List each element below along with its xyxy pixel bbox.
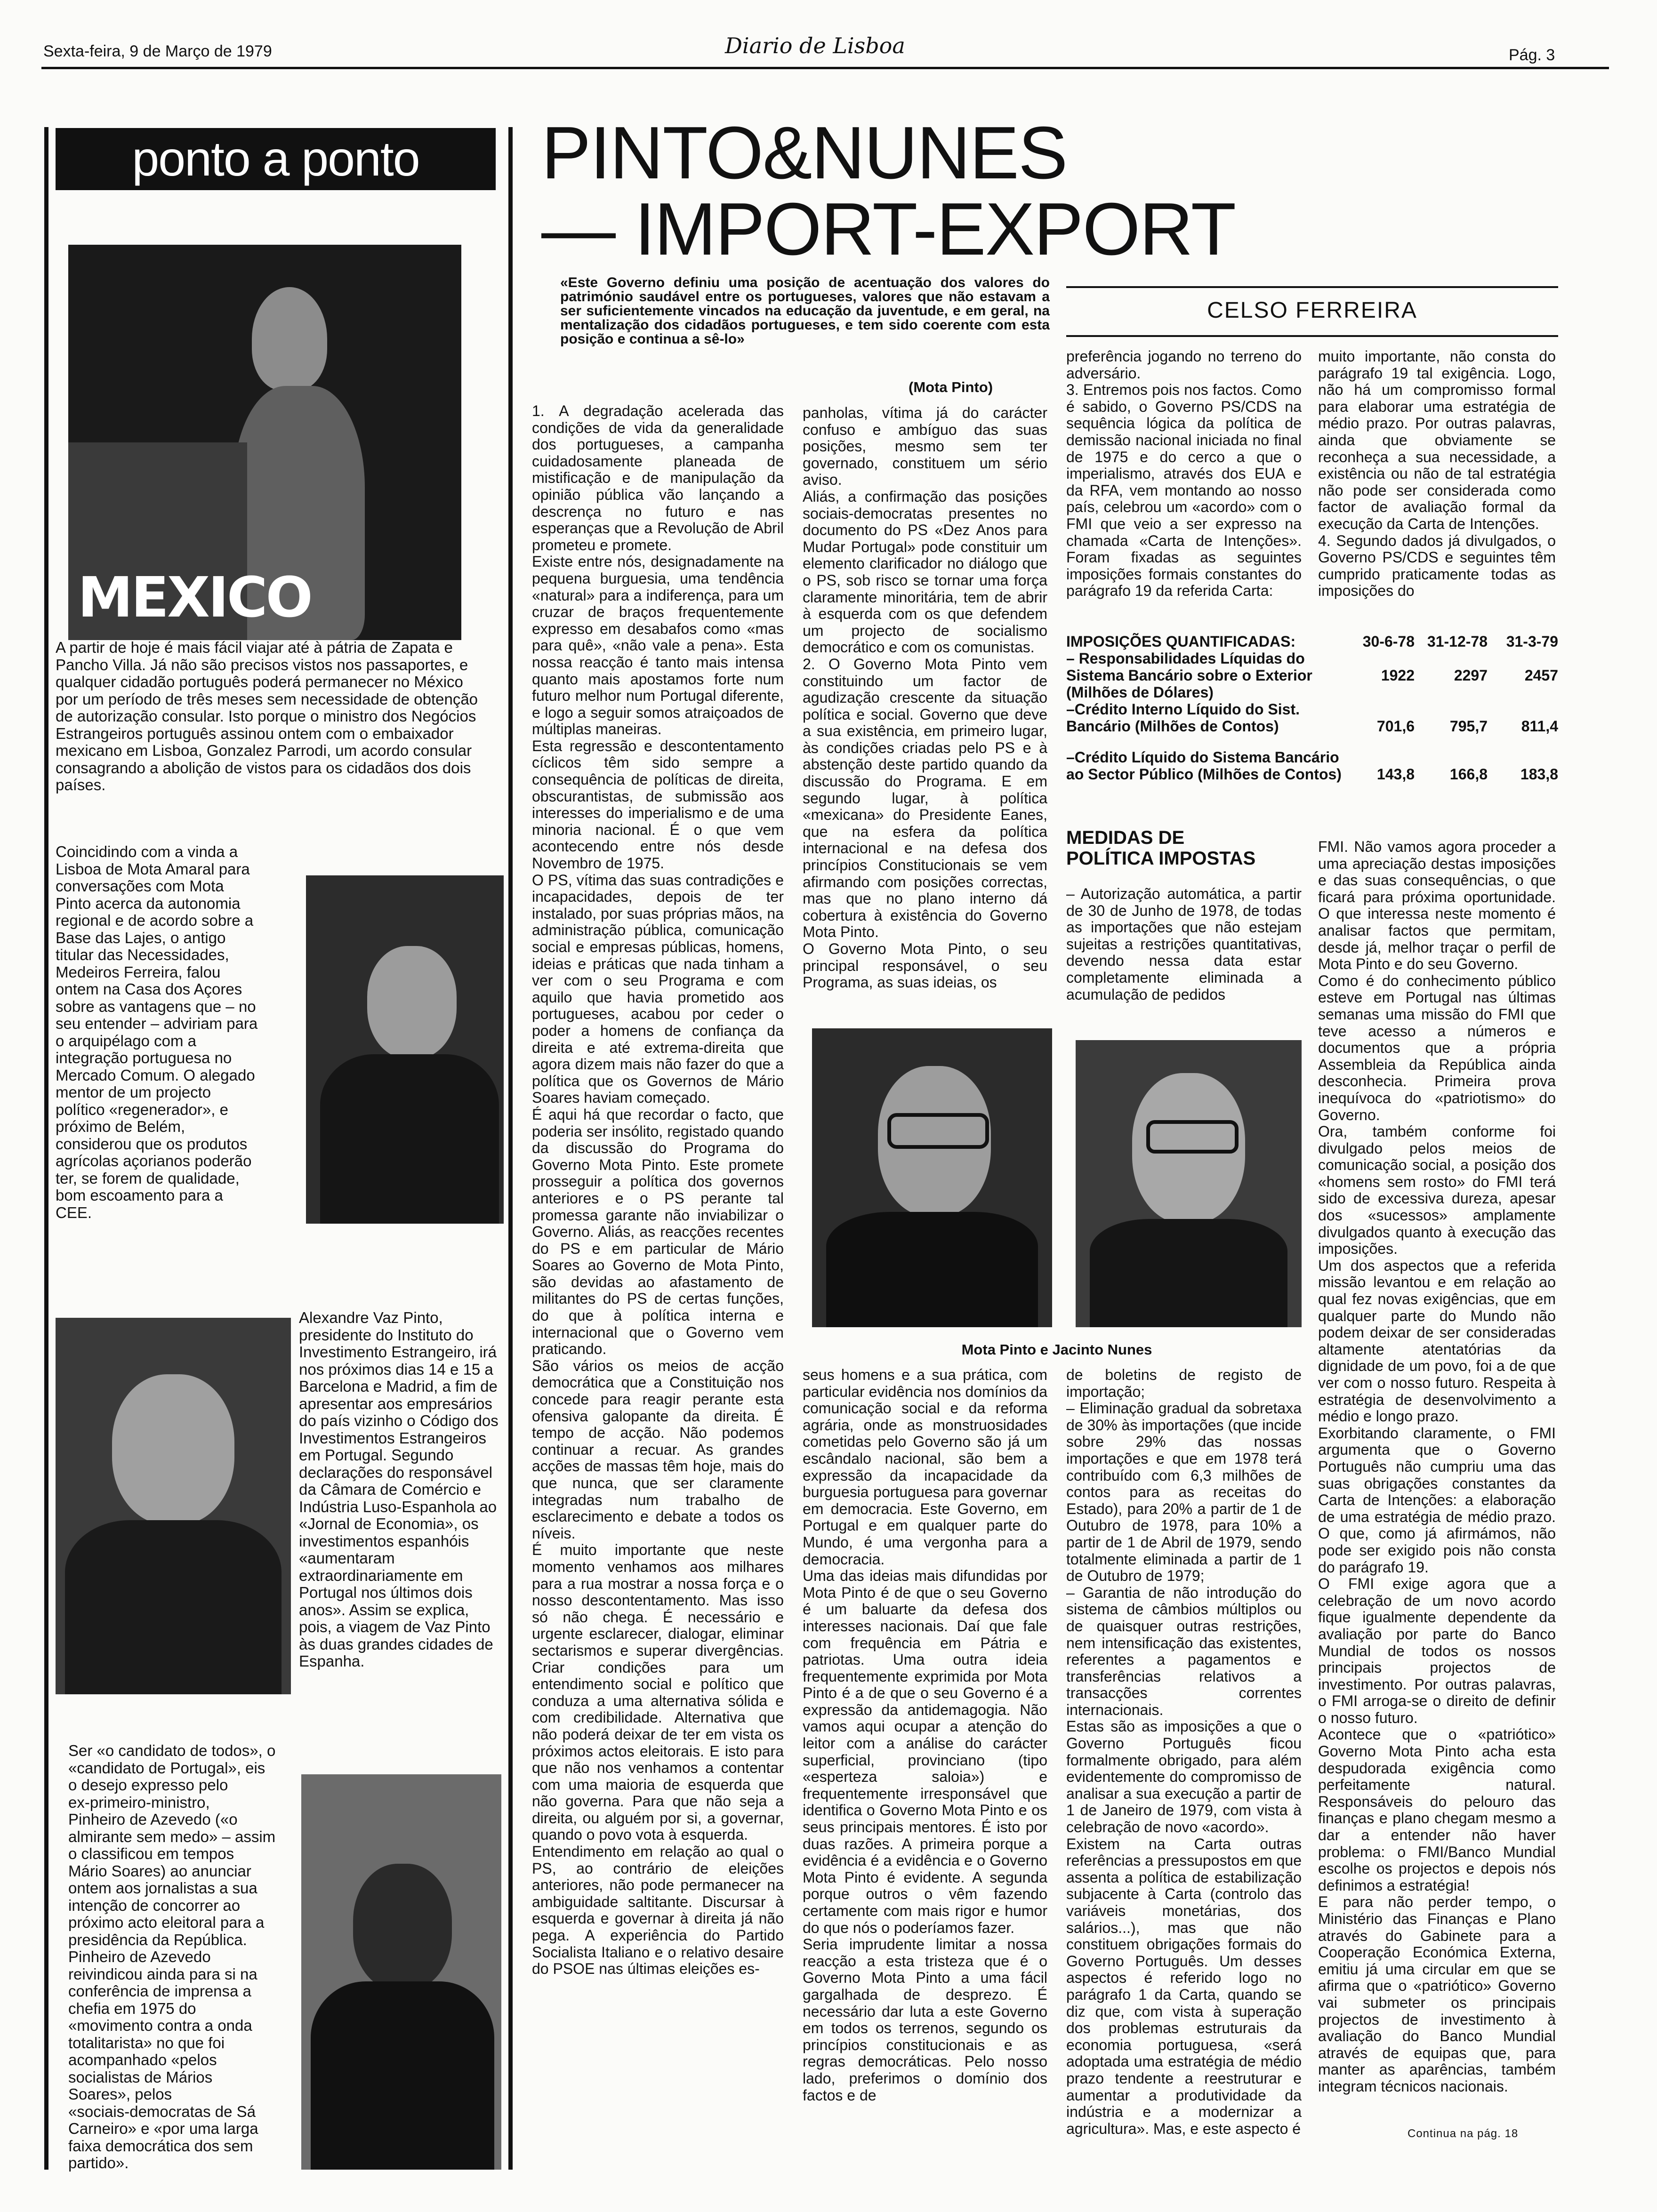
masthead: Diario de Lisboa — [725, 33, 905, 58]
mota-pinto-photo — [812, 1028, 1052, 1327]
section-banner — [56, 128, 496, 190]
article-column-3-bottom: de boletins de registo de importação; – Eliminação gradual da sobretaxa de 30% às importações (que incide sobre 29% das nossas importações e que em 1978 terá contribuído com 6,3 milhões de contos para as receitas do Estado), para 20% a partir de 1 de Outubro de 1978, para 10% a partir de 1 de Abril de 1979, sendo totalmente eliminada a partir de 1 de Outubro de 1979; – Garantia de não introdução do sistema de câmbios múltiplos ou de quaisquer outras restrições, nem intensificação das existentes, referentes a pagamentos e transferências relativos a transacções correntes internacionais. Estas são as imposições a que o Governo Português ficou formalmente obrigado, para além evidentemente do compromisso de analisar a sua execução a partir de 1 de Janeiro de 1979, com vista à celebração de novo «acordo». Existem na Carta outras referências a pressupostos em que assenta a política de estabilização subjacente à Carta (controlo das variáveis monetárias, dos salários...), mas que não constituem obrigações formais do Governo Português. Um desses aspectos é referido logo no parágrafo 1 da Carta, quando se diz que, com vista à superação dos problemas estruturais da economia portuguesa, «será adoptada uma estratégia de médio prazo tendente a reestruturar e aumentar a produtividade da indústria e a modernizar a agricultura». Mas, e este aspecto é — [1066, 1367, 1302, 2137]
article-column-3-mid: – Autorização automática, a partir de 30 de Junho de 1978, de todas as importações que não estejam sujeitas a restrições quantitativas, devendo nessa data estar completamente eliminada a acumulação de pedidos — [1066, 886, 1302, 1003]
table-row — [1066, 735, 1558, 783]
issue-date: Sexta-feira, 9 de Março de 1979 — [43, 42, 272, 60]
table-header-label: IMPOSIÇÕES QUANTIFICADAS: — [1066, 633, 1296, 650]
byline-rule-top — [1066, 286, 1558, 288]
photo-caption: Mota Pinto e Jacinto Nunes — [961, 1341, 1152, 1358]
article-column-2-bottom: seus homens e a sua prática, com particular evidência nos domínios da comunicação social e da reforma agrária, onde as monstruosidades cometidas pelo Governo são já um escândalo nacional, são bem a expressão da incapacidade da burguesia portuguesa para governar em democracia. Este Governo, em Portugal e em qualquer parte do Mundo, é uma vergonha para a democracia. Uma das ideias mais difundidas por Mota Pinto é de que o seu Governo é um baluarte da defesa dos interesses nacionais. Daí que fale com frequência em Pátria e patriotas. Uma outra ideia frequentemente exprimida por Mota Pinto é a de que o seu Governo é a expressão da antidemagogia. Não vamos aqui ocupar a atenção do leitor com a análise do carácter superficial, provinciano (tipo «esperteza saloia») e frequentemente irresponsável que identifica o Governo Mota Pinto e os seus principais mentores. É isto por duas razões. A primeira porque a evidência é a evidência e o Governo Mota Pinto é evidente. A segunda porque outros o vêm fazendo certamente com mais rigor e humor do que nós o poderíamos fazer. Seria imprudente limitar a nossa reacção a esta tristeza que é o Governo Mota Pinto a uma fácil gargalhada de desprezo. É necessário dar luta a este Governo em todos os terrenos, segundo os princípios constitucionais e as regras democráticas. Pelo nosso lado, preferimos o domínio dos factos e de — [803, 1367, 1047, 2104]
glasses-icon — [1146, 1120, 1239, 1154]
portrait-face — [112, 1374, 234, 1525]
continued-note: Continua na pág. 18 — [1408, 2127, 1519, 2140]
byline: CELSO FERREIRA — [1207, 298, 1417, 323]
article-column-4-top: muito importante, não consta do parágrafo 19 tal exigência. Logo, não há um compromisso formal para elaborar uma estratégia de médio prazo. Por outras palavras, ainda que obviamente se reconheça a sua necessidade, a existência ou não de tal estratégia não pode ser considerada como factor de avaliação formal da execução da Carta de Intenções. 4. Segundo dados já divulgados, o Governo PS/CDS e seguintes têm cumprido praticamente todas as imposições do — [1318, 348, 1556, 600]
table-row-label: –Crédito Líquido do Sistema Bancário ao Sector Público (Milhões de Contos) — [1066, 749, 1342, 783]
article-column-2-top: panholas, vítima já do carácter confuso e ambíguo das suas posições, mesmo sem ter governado, constituem um sério aviso. Aliás, a confirmação das posições sociais-democratas presentes no documento do PS «Dez Anos para Mudar Portugal» pode constituir um elemento clarificador no diálogo que o PS, sob risco se tornar uma força claramente minoritária, tem de abrir à esquerda com os que defendem um projecto de socialismo democrático e com os comunistas. 2. O Governo Mota Pinto vem constituindo um factor de agudização crescente da situação política e social. Governo que deve a sua existência, em primeiro lugar, às condições criadas pelo PS e à abstenção deste partido quando da discussão do Programa. E em segundo lugar, à política «mexicana» do Presidente Eanes, que na esfera da política internacional e na defesa dos princípios Constitucionais se vem afirmando com posições correctas, mas que no plano interno dá cobertura à existência do Governo Mota Pinto. O Governo Mota Pinto, o seu principal responsável, o seu Programa, as suas ideias, os — [803, 405, 1047, 991]
jacinto-nunes-photo — [1076, 1040, 1302, 1327]
table-header-date: 31-12-78 — [1427, 633, 1488, 650]
table-cell: 1922 — [1381, 667, 1415, 684]
portrait-face — [353, 1864, 452, 1991]
table-cell: 2297 — [1454, 667, 1488, 684]
page-number: Pág. 3 — [1509, 46, 1555, 64]
section-title: ponto a ponto — [132, 132, 419, 186]
woman-face — [252, 287, 327, 391]
table-header-row — [1066, 633, 1558, 650]
table-cell: 166,8 — [1449, 766, 1488, 783]
glasses-icon — [887, 1113, 989, 1149]
byline-rule-bottom — [1066, 335, 1558, 337]
azores-item-text: Coincidindo com a vinda a Lisboa de Mota Amaral para conversações com Mota Pinto acerca da autonomia regional e de acordo sobre a Base das Lajes, o antigo titular das Necessidades, Medeiros Ferreira, falou ontem na Casa dos Açores sobre as vantagens que – no seu entender – adviriam para o arquipélago com a integração portuguesa no Mercado Comum. O alegado mentor de um projecto político «regenerador», e próximo de Belém, considerou que os produtos agrícolas açorianos poderão ter, se forem de qualidade, bom escoamento para a CEE. — [56, 843, 258, 1221]
table-row — [1066, 650, 1558, 701]
table-header-date: 31-3-79 — [1506, 633, 1558, 650]
article-title-line2: — IMPORT-EXPORT — [541, 188, 1236, 271]
header-rule — [41, 67, 1609, 69]
table-row-label: –Crédito Interno Líquido do Sist. Bancário (Milhões de Contos) — [1066, 701, 1300, 735]
table-cell: 143,8 — [1376, 766, 1415, 783]
portrait-body — [65, 1520, 282, 1694]
article-column-3-top: preferência jogando no terreno do adversário. 3. Entremos pois nos factos. Como é sabido, o Governo PS/CDS na sequência lógica da política de demissão nacional iniciada no final de 1975 e do cerco a que o imperialismo, através dos EUA e da RFA, vem montando ao nosso país, celebrou um «acordo» com o FMI que veio a ser expresso na chamada «Carta de Intenções». Foram fixadas as seguintes imposições formais constantes do parágrafo 19 da referida Carta: — [1066, 348, 1302, 600]
center-column-rule — [508, 127, 513, 2170]
section-subhead: MEDIDAS DE POLÍTICA IMPOSTAS — [1066, 827, 1256, 869]
mexico-word: MEXICO — [78, 565, 311, 630]
portrait-body — [1090, 1219, 1287, 1327]
portrait-body — [826, 1212, 1038, 1327]
pinheiro-azevedo-photo — [301, 1774, 501, 2170]
vaz-pinto-photo — [56, 1318, 291, 1694]
table-header-date: 30-6-78 — [1362, 633, 1415, 650]
article-column-1: 1. A degradação acelerada das condições de vida da generalidade dos portugueses, a campanha cuidadosamente planeada de mistificação e de manipulação da opinião pública vão lançando a descrença no futuro e nas esperanças que a Revolução de Abril prometeu e promete. Existe entre nós, designadamente na pequena burguesia, uma tendência «natural» para a indiferença, para um cruzar de braços frequentemente expresso em desabafos como «mas para quê», «não vale a pena». Esta nossa reacção é tanto mais intensa quanto mais apostamos forte num futuro melhor num Portugal diferente, e logo a seguir somos atraiçoados de múltiplas maneiras. Esta regressão e descontentamento cíclicos têm sido sempre a consequência de políticas de direita, obscurantistas, de submissão aos interesses do imperialismo e de uma minoria nacional. É o que vem acontecendo entre nós desde Novembro de 1975. O PS, vítima das suas contradições e incapacidades, depois de ter instalado, por suas próprias mãos, na administração pública, comunicação social e empresas públicas, homens, ideias e práticas que nada tinham a ver com o seu Programa e com aquilo que havia prometido aos portugueses, acabou por ceder o poder a homens de confiança da direita e até extrema-direita que agora dizem mais não fazer do que a política que os Governos de Mário Soares haviam começado. É aqui há que recordar o facto, que poderia ser insólito, registado quando da discussão do Programa do Governo Mota Pinto. Este promete prosseguir a política dos governos anteriores e o PS perante tal promessa garante não inviabilizar o Governo. Aliás, as reacções recentes do PS e em particular de Mário Soares ao Governo de Mota Pinto, são devidas ao afastamento de militantes do PS de certas funções, do que à política interna e internacional que o Governo vem praticando. São vários os meios de acção democrática que a Constituição nos concede para reagir perante esta ofensiva galopante da direita. É tempo de acção. Não podemos continuar a recuar. As grandes acções de massas têm hoje, mais do que nunca, que ser claramente integradas num trabalho de esclarecimento e debate a todos os níveis. É muito importante que neste momento venhamos aos milhares para a rua mostrar a nossa força e o nosso descontentamento. Mas isso só não chega. É necessário e urgente esclarecer, dialogar, eliminar sectarismos e superar divergências. Criar condições para um entendimento social e político que conduza a uma alternativa sólida e com credibilidade. Alternativa que não poderá deixar de ter em vista os próximos actos eleitorais. E isto para que não nos venhamos a contentar com uma maioria de esquerda que não governa. Para que não seja a direita, ou alguém por si, a governar, quando o povo vota à esquerda. Entendimento em relação ao qual o PS, ao contrário de eleições anteriores, não pode permanecer na ambiguidade saltitante. Discursar à esquerda e governar à direita já não pega. A experiência do Partido Socialista Italiano e o relativo desaire do PSOE nas últimas eleições es- — [532, 403, 784, 1978]
epigraph-source: (Mota Pinto) — [909, 379, 993, 395]
mexico-item-text: A partir de hoje é mais fácil viajar até à pátria de Zapata e Pancho Villa. Já não são precisos vistos nos passaportes, e qualquer cidadão português poderá permanecer no México por um período de três meses sem necessidade de obtenção de autorização consular. Isto porque o ministro dos Negócios Estrangeiros português assinou ontem com o embaixador mexicano em Lisboa, Gonzalez Parrodi, um acordo consular consagrando a abolição de vistos para os cidadãos dos dois países. — [56, 639, 478, 793]
table-cell: 2457 — [1524, 667, 1558, 684]
medeiros-ferreira-photo — [306, 875, 504, 1224]
article-column-4-mid: FMI. Não vamos agora proceder a uma apreciação destas imposições e das suas consequências, o que ficará para próxima oportunidade. O que interessa neste momento é analisar factos que permitam, desde já, melhor traçar o perfil de Mota Pinto e do seu Governo. Como é do conhecimento público esteve em Portugal nas últimas semanas uma missão do FMI que teve acesso a números e documentos que a própria Assembleia da República ainda desconhecia. Primeira prova inequívoca do «patriotismo» do Governo. Ora, também conforme foi divulgado pelos meios de comunicação social, a posição dos «homens sem rosto» do FMI terá sido de excessiva dureza, apesar dos «sucessos» amplamente divulgados quanto à execução das imposições. Um dos aspectos que a referida missão levantou e em relação ao qual fez novas exigências, que em qualquer parte do Mundo não podem deixar de ser consideradas altamente atentatórias da dignidade de um povo, foi a de que ver com o nosso futuro. Respeita à estratégia de desenvolvimento a médio e longo prazo. Exorbitando claramente, o FMI argumenta que o Governo Português não cumpriu uma das suas obrigações constantes da Carta de Intenções: a elaboração de uma estratégia de médio prazo. O que, como já afirmámos, não pode ser exigido pois não consta do parágrafo 19. O FMI exige agora que a celebração de um novo acordo fique igualmente dependente da avaliação por parte do Banco Mundial de todos os nossos principais projectos de investimento. Por outras palavras, o FMI arroga-se o direito de definir o nosso futuro. Acontece que o «patriótico» Governo Mota Pinto acha esta despudorada exigência como perfeitamente natural. Responsáveis do pelouro das finanças e plano chegam mesmo a dar a entender não haver problema: o FMI/Banco Mundial escolhe os projectos e depois nós definimos a estratégia! E para não perder tempo, o Ministério das Finanças e Plano através do Gabinete para a Cooperação Económica Externa, emitiu já uma circular em que se afirma que o «patriótico» Governo vai submeter os principais projectos de investimento à avaliação do Banco Mundial através de equipas que, para manter as aparências, também integram técnicos nacionais. — [1318, 839, 1556, 2095]
mexico-photo — [68, 245, 461, 640]
table-cell: 795,7 — [1449, 718, 1488, 735]
portrait-body — [320, 1054, 499, 1224]
table-cell: 701,6 — [1376, 718, 1415, 735]
article-title-line1: PINTO&NUNES — [541, 112, 1067, 194]
portrait-body — [311, 1981, 494, 2170]
epigraph: «Este Governo definiu uma posição de acentuação dos valores do património saudável entre os portugueses, valores que não estavam a ser suficientemente vincados na educação da juventude, e em geral, na mentalização dos cidadãos portugueses, e tem sido coerente com esta posição e continua a sê-lo» — [560, 275, 1050, 347]
left-column-rule — [44, 127, 48, 2170]
pinheiro-azevedo-item-text: Ser «o candidato de todos», o «candidato de Portugal», eis o desejo expresso pelo ex-primeiro-ministro, Pinheiro de Azevedo («o almirante sem medo» – assim o classificou em tempos Mário Soares) ao anunciar ontem aos jornalistas a sua intenção de concorrer ao próximo acto eleitoral para a presidência da República. Pinheiro de Azevedo reivindicou ainda para si na conferência de imprensa a chefia em 1975 do «movimento contra a onda totalitarista» no que foi acompanhado «pelos socialistas de Mários Soares», pelos «sociais-democratas de Sá Carneiro» e «por uma larga faixa democrática dos sem partido». — [68, 1742, 276, 2172]
table-cell: 811,4 — [1521, 718, 1558, 735]
vaz-pinto-item-text: Alexandre Vaz Pinto, presidente do Instituto do Investimento Estrangeiro, irá nos próximos dias 14 e 15 a Barcelona e Madrid, a fim de apresentar aos empresários do país vizinho o Código dos Investimentos Estrangeiros em Portugal. Segundo declarações do responsável da Câmara de Comércio e Indústria Luso-Espanhola ao «Jornal de Economia», os investimentos espanhóis «aumentaram extraordinariamente em Portugal nos últimos dois anos». Assim se explica, pois, a viagem de Vaz Pinto às duas grandes cidades de Espanha. — [299, 1309, 499, 1670]
impositions-table — [1066, 633, 1558, 783]
table-row — [1066, 701, 1558, 735]
table-row-label: – Responsabilidades Líquidas do Sistema Bancário sobre o Exterior (Milhões de Dólares) — [1066, 650, 1312, 701]
portrait-face — [367, 946, 457, 1059]
table-cell: 183,8 — [1520, 766, 1558, 783]
